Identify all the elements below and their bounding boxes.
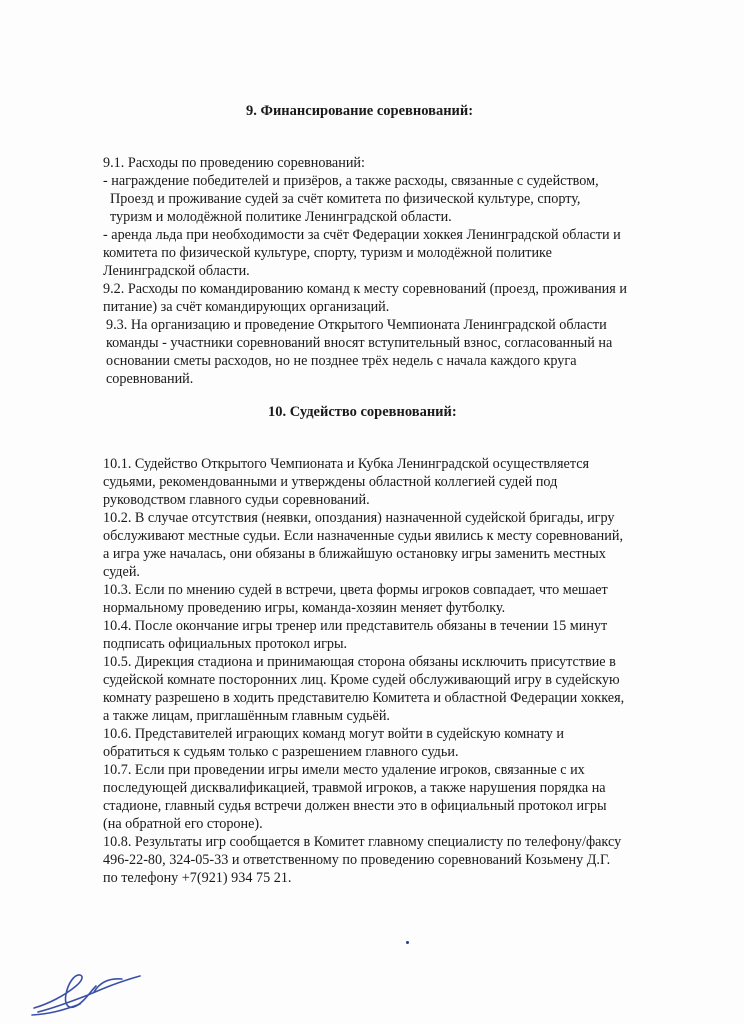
section-9-line: соревнований. [106,371,194,387]
section-10-line: 496-22-80, 324-05-33 и ответственному по проведению соревнований Козьмену Д.Г. [103,852,611,868]
section-10-line: 10.3. Если по мнению судей в встречи, цвета формы игроков совпадает, что мешает [103,582,608,598]
section-10-line: а игра уже началась, они обязаны в ближайшую остановку игры заменить местных [103,546,606,562]
section-10-line: 10.2. В случае отсутствия (неявки, опоздания) назначенной судейской бригады, игру [103,510,615,526]
section-10-line: судьями, рекомендованными и утверждены областной коллегией судей под [103,474,558,490]
section-10-line: стадионе, главный судья встречи должен внести это в официальный протокол игры [103,798,607,814]
ink-dot [406,941,409,944]
section-9-line: основании сметы расходов, но не позднее трёх недель с начала каждого круга [106,353,577,369]
section-10-line: последующей дисквалификацией, травмой игроков, а также нарушения порядка на [103,780,606,796]
section-10-line: 10.7. Если при проведении игры имели место удаление игроков, связанные с их [103,762,585,778]
section-10-line: 10.6. Представителей играющих команд могут войти в судейскую комнату и [103,726,564,742]
section-10-line: комнату разрешено в ходить представителю Комитета и областной Федерации хоккея, [103,690,625,706]
section-10-line: судей. [103,564,140,580]
section-10-line: 10.1. Судейство Открытого Чемпионата и Кубка Ленинградской осуществляется [103,456,590,472]
section-9-line: 9.3. На организацию и проведение Открытого Чемпионата Ленинградской области [106,317,607,333]
section-10-line: а также лицам, приглашённым главным судьёй. [103,708,390,724]
section-10-line: (на обратной его стороне). [103,816,263,832]
section-10-line: руководством главного судьи соревнований. [103,492,370,508]
section-9-title: 9. Финансирование соревнований: [246,103,474,119]
section-10-line: судейской комнате посторонних лиц. Кроме судей обслуживающий игру в судейскую [103,672,620,688]
section-10-line: 10.8. Результаты игр сообщается в Комитет главному специалисту по телефону/факсу [103,834,622,850]
section-9-line: туризм и молодёжной политике Ленинградской области. [110,209,452,225]
section-9-line: команды - участники соревнований вносят вступительный взнос, согласованный на [106,335,613,351]
section-10-line: по телефону +7(921) 934 75 21. [103,870,292,886]
section-9-line: 9.2. Расходы по командированию команд к месту соревнований (проезд, проживания и [103,281,627,297]
section-10-line: 10.4. После окончание игры тренер или представитель обязаны в течении 15 минут [103,618,608,634]
section-9-line: Ленинградской области. [103,263,250,279]
section-9-line: - награждение победителей и призёров, а также расходы, связанные с судейством, [103,173,599,189]
section-10-line: нормальному проведению игры, команда-хозяин меняет футболку. [103,600,506,616]
section-9-line: питание) за счёт командирующих организаций. [103,299,390,315]
section-9-line: Проезд и проживание судей за счёт комитета по физической культуре, спорту, [110,191,581,207]
section-10-title: 10. Судейство соревнований: [268,404,457,420]
section-10-line: обслуживают местные судьи. Если назначенные судьи явились к месту соревнований, [103,528,623,544]
section-10-line: 10.5. Дирекция стадиона и принимающая сторона обязаны исключить присутствие в [103,654,616,670]
section-9-line: 9.1. Расходы по проведению соревнований: [103,155,365,171]
signature-icon [30,968,145,1018]
section-10-line: обратиться к судьям только с разрешением главного судьи. [103,744,459,760]
section-9-line: комитета по физической культуре, спорту, туризм и молодёжной политике [103,245,552,261]
section-9-line: - аренда льда при необходимости за счёт Федерации хоккея Ленинградской области и [103,227,621,243]
section-10-line: подписать официальных протокол игры. [103,636,348,652]
